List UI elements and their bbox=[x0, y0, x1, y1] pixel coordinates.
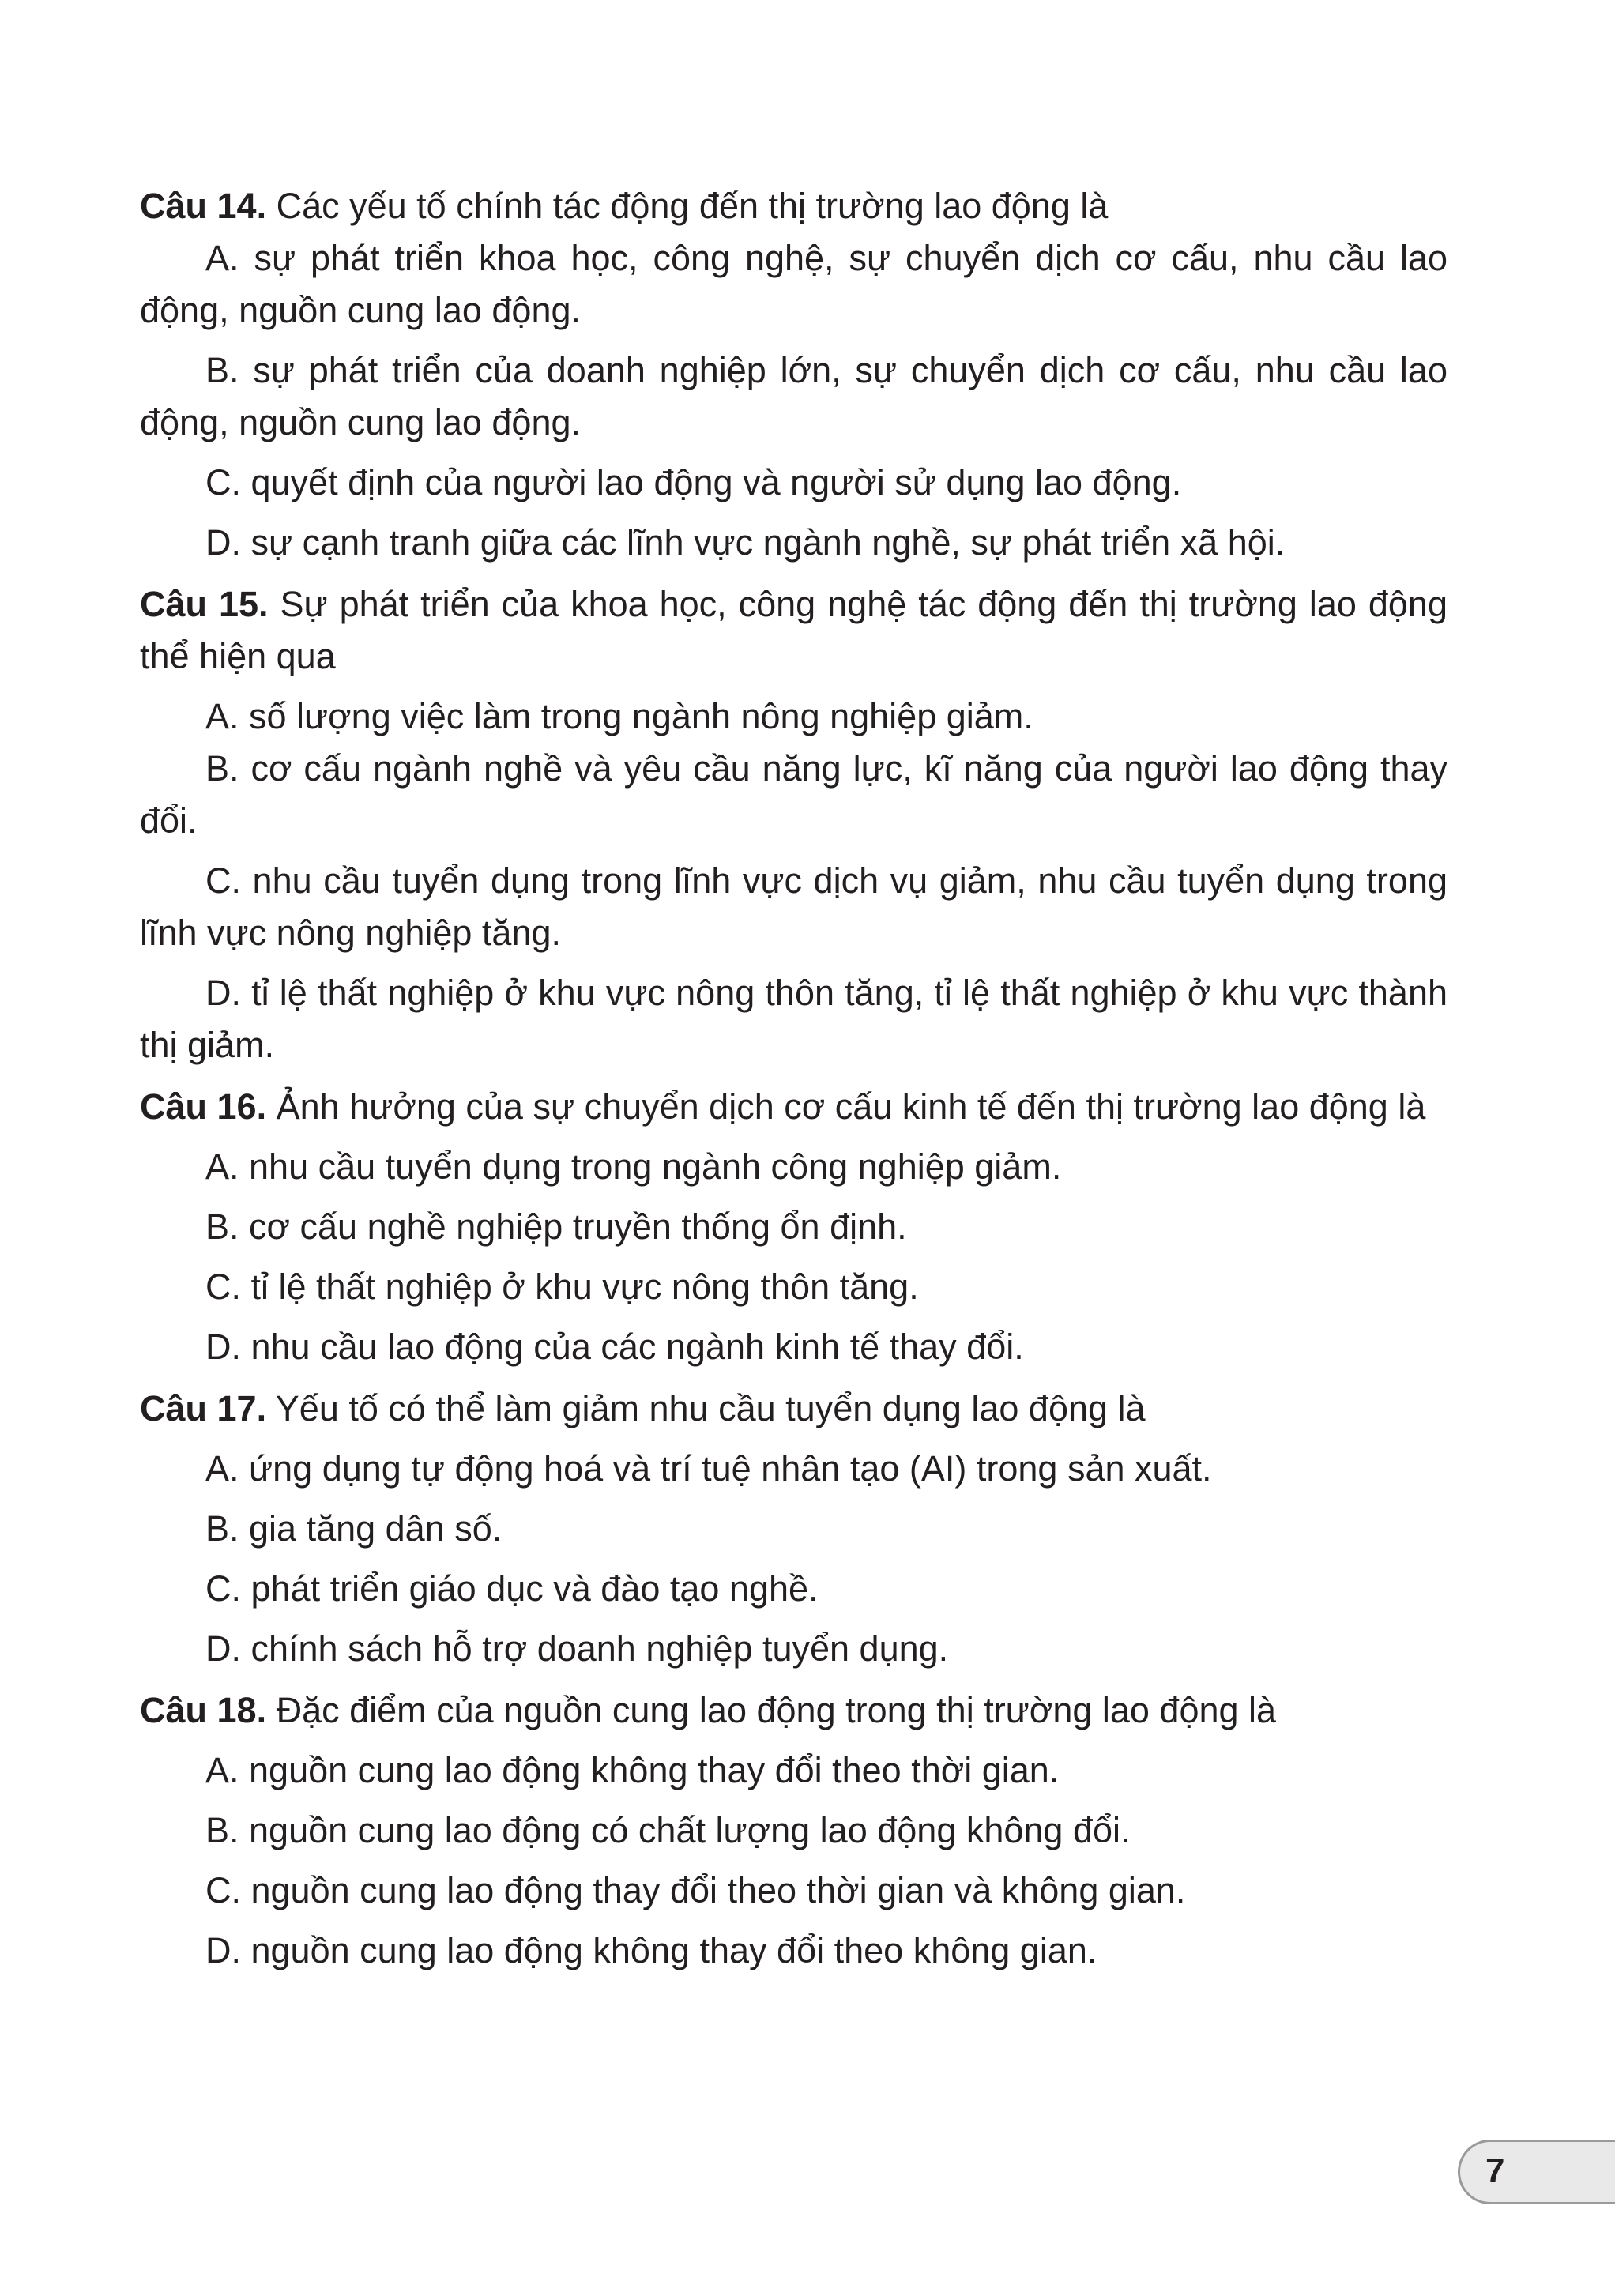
question-number: Câu 16. bbox=[140, 1086, 267, 1127]
question-number: Câu 14. bbox=[140, 186, 267, 226]
option-a: A. nhu cầu tuyển dụng trong ngành công nghiệp giảm. bbox=[205, 1146, 1062, 1187]
question-14 bbox=[140, 180, 1447, 569]
option-a: A. nguồn cung lao động không thay đổi theo thời gian. bbox=[205, 1750, 1060, 1790]
option-c: C. nguồn cung lao động thay đổi theo thời gian và không gian. bbox=[205, 1870, 1186, 1910]
option-b: B. cơ cấu nghề nghiệp truyền thống ổn định. bbox=[205, 1206, 907, 1247]
option-a: A. số lượng việc làm trong ngành nông nghiệp giảm. bbox=[205, 696, 1033, 736]
option-c: C. nhu cầu tuyển dụng trong lĩnh vực dịch vụ giảm, nhu cầu tuyển dụng trong lĩnh vực nông nghiệp tăng. bbox=[140, 860, 1447, 953]
question-text: Sự phát triển của khoa học, công nghệ tác động đến thị trường lao động thể hiện qua bbox=[140, 584, 1447, 676]
question-text: Ảnh hưởng của sự chuyển dịch cơ cấu kinh tế đến thị trường lao động là bbox=[276, 1086, 1426, 1127]
question-17 bbox=[140, 1383, 1447, 1675]
question-list bbox=[140, 180, 1447, 1977]
option-b: B. gia tăng dân số. bbox=[205, 1508, 503, 1549]
option-b: B. cơ cấu ngành nghề và yêu cầu năng lực, kĩ năng của người lao động thay đổi. bbox=[140, 748, 1447, 841]
question-stem bbox=[140, 1383, 1447, 1435]
option-c: C. phát triển giáo dục và đào tạo nghề. bbox=[205, 1568, 819, 1609]
question-text: Các yếu tố chính tác động đến thị trường lao động là bbox=[276, 186, 1109, 226]
question-number: Câu 18. bbox=[140, 1690, 267, 1730]
option-c: C. tỉ lệ thất nghiệp ở khu vực nông thôn tăng. bbox=[205, 1267, 919, 1307]
page-number-tab bbox=[1458, 2140, 1615, 2204]
page-number: 7 bbox=[1485, 2151, 1505, 2190]
question-stem bbox=[140, 578, 1447, 683]
question-stem bbox=[140, 1081, 1447, 1133]
option-d: D. sự cạnh tranh giữa các lĩnh vực ngành nghề, sự phát triển xã hội. bbox=[205, 522, 1286, 563]
question-16 bbox=[140, 1081, 1447, 1373]
option-b: B. nguồn cung lao động có chất lượng lao động không đổi. bbox=[205, 1810, 1131, 1850]
question-15 bbox=[140, 578, 1447, 1071]
option-a: A. ứng dụng tự động hoá và trí tuệ nhân tạo (AI) trong sản xuất. bbox=[205, 1448, 1212, 1489]
question-number: Câu 17. bbox=[140, 1388, 267, 1428]
question-stem bbox=[140, 180, 1447, 232]
question-stem bbox=[140, 1684, 1447, 1737]
option-d: D. tỉ lệ thất nghiệp ở khu vực nông thôn tăng, tỉ lệ thất nghiệp ở khu vực thành thị giảm. bbox=[140, 973, 1447, 1065]
question-number: Câu 15. bbox=[140, 584, 269, 624]
option-d: D. nhu cầu lao động của các ngành kinh tế thay đổi. bbox=[205, 1327, 1024, 1367]
option-b: B. sự phát triển của doanh nghiệp lớn, sự chuyển dịch cơ cấu, nhu cầu lao động, nguồn cung lao động. bbox=[140, 350, 1447, 442]
question-18 bbox=[140, 1684, 1447, 1977]
option-d: D. nguồn cung lao động không thay đổi theo không gian. bbox=[205, 1930, 1097, 1970]
option-c: C. quyết định của người lao động và người sử dụng lao động. bbox=[205, 462, 1182, 502]
question-text: Đặc điểm của nguồn cung lao động trong thị trường lao động là bbox=[276, 1690, 1277, 1730]
option-d: D. chính sách hỗ trợ doanh nghiệp tuyển dụng. bbox=[205, 1628, 949, 1669]
question-text: Yếu tố có thể làm giảm nhu cầu tuyển dụng lao động là bbox=[275, 1388, 1146, 1428]
option-a: A. sự phát triển khoa học, công nghệ, sự chuyển dịch cơ cấu, nhu cầu lao động, nguồn cung lao động. bbox=[140, 238, 1447, 330]
